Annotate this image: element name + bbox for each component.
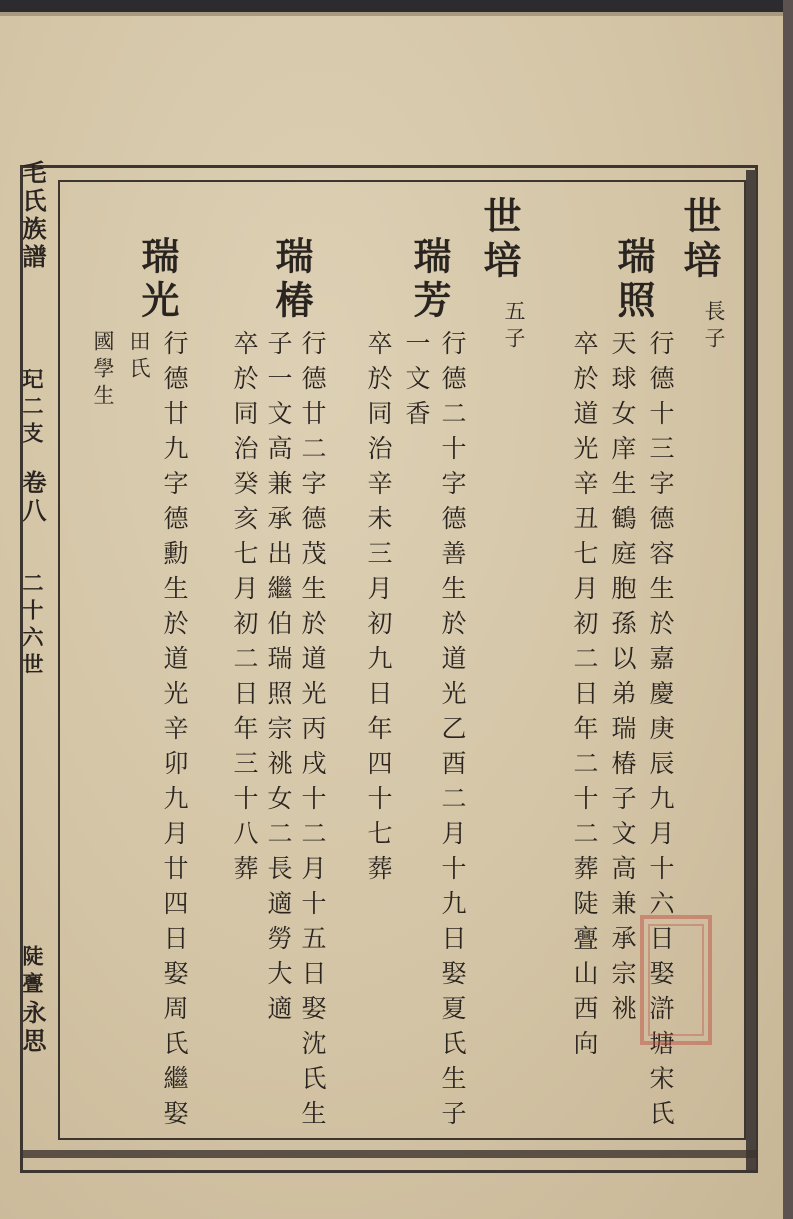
entry1-father-name: 世培 [677,196,722,284]
entry2-line3: 卒於同治辛未三月初九日年四十七葬 [364,330,393,890]
entry1-name: 瑞照 [611,236,656,324]
entry4-name: 瑞光 [135,236,180,324]
library-seal-inner-border [648,924,704,1036]
margin-generation: 二十六世 [20,572,45,680]
entry1-line3: 卒於道光辛丑七月初二日年二十二葬陡亹山西向 [570,330,599,1065]
entry4-line1: 行德廿九字德勳生於道光辛卯九月廿四日娶周氏繼娶 [160,330,189,1135]
entry3-line1: 行德廿二字德茂生於道光丙戌十二月十五日娶沈氏生 [298,330,327,1135]
margin-volume: 卷八 [18,470,47,526]
entry3-line3: 卒於同治癸亥七月初二日年三十八葬 [230,330,259,890]
book-right-edge [783,0,793,1219]
book-top-edge [0,0,793,12]
margin-hall-a: 陡亹 [20,945,45,999]
entry2-name: 瑞芳 [407,236,452,324]
book-top-edge-shadow [0,12,793,16]
entry2-father-name: 世培 [477,196,522,284]
entry4-line2: 田氏 [127,330,151,384]
entry2-father-rank: 五子 [502,300,526,354]
entry3-line2: 子一文高兼承出繼伯瑞照宗祧女二長適勞大適 [264,330,293,1030]
page-frame-bottom-rule [20,1150,758,1158]
entry1-father-rank: 長子 [702,300,726,354]
entry3-name: 瑞椿 [269,236,314,324]
entry2-line1: 行德二十字德善生於道光乙酉二月十九日娶夏氏生子 [438,330,467,1135]
entry1-line2: 天球女庠生鶴庭胞孫以弟瑞椿子文高兼承宗祧 [608,330,637,1030]
margin-title: 毛氏族譜 [18,160,47,272]
page-frame-right-rule [746,170,756,1170]
library-seal-stamp [640,915,712,1045]
entry2-line2: 一文香 [402,330,431,435]
entry4-line3: 國學生 [91,330,115,411]
margin-branch: 玘二支 [20,368,45,449]
entry1-line1: 行德十三字德容生於嘉慶庚辰九月十六日娶滸塘宋氏 [646,330,675,1135]
margin-hall-b: 永思 [18,1000,47,1056]
